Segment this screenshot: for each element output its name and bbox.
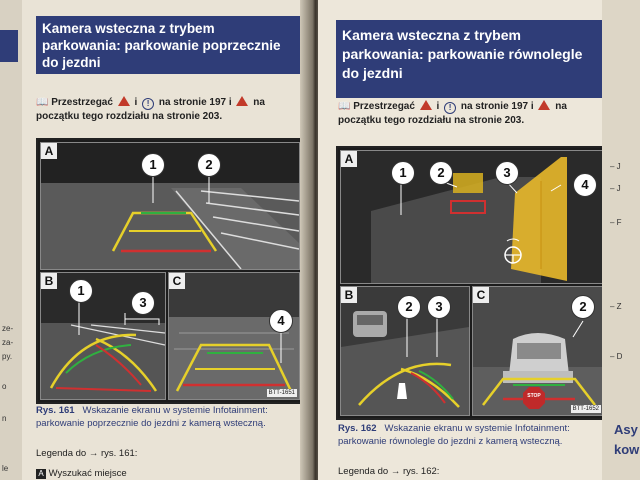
ref-mid: i <box>134 97 138 108</box>
edge-line: za- <box>2 338 14 347</box>
callout-1: 1 <box>69 279 93 303</box>
figure-162 <box>336 146 610 420</box>
panel-label: B <box>341 287 357 303</box>
caption-161 <box>36 404 304 430</box>
panel-b <box>340 286 470 416</box>
callout-1: 1 <box>141 153 165 177</box>
info-icon: ! <box>142 98 154 110</box>
warning-icon <box>538 100 550 110</box>
caption-number: Rys. 161 <box>36 405 75 416</box>
left-reference-note <box>36 96 302 124</box>
panel-a <box>40 142 300 270</box>
panel-c <box>472 286 604 416</box>
info-icon: ! <box>444 102 456 114</box>
callout-2: 2 <box>197 153 221 177</box>
stop-sign-text: STOP <box>527 393 541 399</box>
callout-2: 2 <box>429 161 453 185</box>
right-reference-note <box>338 100 610 128</box>
ref-mid: i <box>436 101 440 112</box>
right-section-title: Kamera wsteczna z trybem parkowania: parkowanie równolegle do jezdni <box>336 20 606 98</box>
callout-1: 1 <box>391 161 415 185</box>
caption-text: Wskazanie ekranu w systemie Infotainment: parkowanie poprzecznie do jezdni z kamerą wsteczną. <box>36 405 268 429</box>
legend-item-text: Wyszukać miejsce <box>48 468 127 479</box>
callout-3: 3 <box>495 161 519 185</box>
edge-line: – F <box>610 218 622 227</box>
panel-label: A <box>41 143 57 159</box>
legend-162: Legenda do → rys. 162: <box>338 466 440 477</box>
panel-label: B <box>41 273 57 289</box>
item-marker-icon: A <box>36 469 46 479</box>
ref-prefix: Przestrzegać <box>51 97 113 108</box>
edge-line: n <box>2 414 7 423</box>
panel-c <box>168 272 300 400</box>
warning-icon <box>236 96 248 106</box>
ref-text-1: na stronie 197 i <box>460 101 534 112</box>
next-page-edge <box>602 0 640 480</box>
callout-3: 3 <box>427 295 451 319</box>
camera-view-c <box>169 273 299 399</box>
warning-icon <box>118 96 130 106</box>
legend-161: Legenda do → rys. 161: <box>36 448 138 459</box>
caption-number: Rys. 162 <box>338 423 377 434</box>
edge-line: – J <box>610 162 621 171</box>
figure-tag: BTT-1652 <box>572 406 599 412</box>
left-page <box>22 0 310 480</box>
edge-line: py. <box>2 352 13 361</box>
callout-4: 4 <box>573 173 597 197</box>
edge-line: – J <box>610 184 621 193</box>
edge-line: – Z <box>610 302 622 311</box>
left-section-title: Kamera wsteczna z trybem parkowania: parkowanie poprzecznie do jezdni <box>36 16 300 74</box>
ref-text-2: na początku tego rozdziału na stronie 203. <box>338 101 567 126</box>
figure-161 <box>36 138 306 404</box>
caption-162 <box>338 422 612 448</box>
previous-title-bar <box>0 30 18 62</box>
warning-icon <box>420 100 432 110</box>
edge-line: le <box>2 464 9 473</box>
callout-4: 4 <box>269 309 293 333</box>
panel-label: A <box>341 151 357 167</box>
camera-view-a <box>341 151 603 283</box>
panel-label: C <box>473 287 489 303</box>
caption-text: Wskazanie ekranu w systemie Infotainment: parkowanie równolegle do jezdni z kamerą wsteczną. <box>338 423 570 447</box>
callout-2: 2 <box>397 295 421 319</box>
book-icon: 📖 <box>36 97 49 108</box>
edge-line: ze- <box>2 324 14 333</box>
next-page-heading: Asy kow <box>614 422 640 457</box>
ref-text-2: na początku tego rozdziału na stronie 203. <box>36 97 265 122</box>
right-page <box>318 0 640 480</box>
legend-item-a <box>36 468 127 479</box>
panel-b <box>40 272 166 400</box>
panel-label: C <box>169 273 185 289</box>
edge-line: o <box>2 382 7 391</box>
ref-prefix: Przestrzegać <box>353 101 415 112</box>
figure-tag: BTT-1651 <box>268 390 295 396</box>
book-icon: 📖 <box>338 101 351 112</box>
ref-text-1: na stronie 197 i <box>158 97 232 108</box>
callout-2: 2 <box>571 295 595 319</box>
callout-3: 3 <box>131 291 155 315</box>
panel-a <box>340 150 604 284</box>
edge-line: – D <box>610 352 623 361</box>
camera-view-a <box>41 143 299 269</box>
